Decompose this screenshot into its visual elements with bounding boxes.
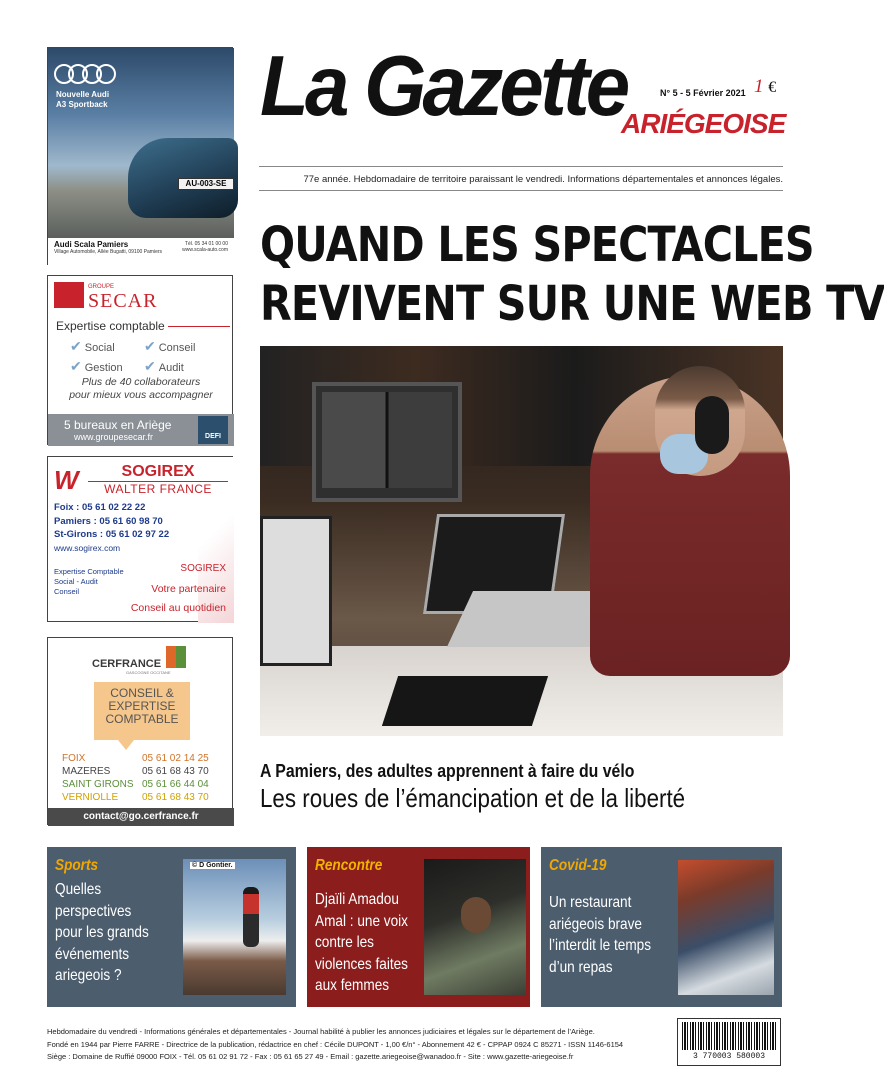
cerfrance-logo-icon	[166, 646, 186, 668]
sogirex-slogan-1: Votre partenaire	[151, 583, 226, 595]
secar-name: SECAR	[88, 290, 158, 312]
sogirex-url[interactable]: www.sogirex.com	[54, 543, 121, 553]
office-city: FOIX	[62, 753, 86, 764]
barcode-icon	[682, 1022, 776, 1050]
secar-group: GROUPE	[88, 284, 115, 290]
secar-logo-icon	[54, 282, 84, 308]
dealer-phone: Tél. 05 34 01 00 00	[184, 241, 228, 247]
laptop-left	[260, 516, 332, 666]
cerfrance-name: CERFRANCE	[92, 658, 162, 670]
divider	[259, 190, 783, 191]
panel-line: Quelles	[55, 881, 102, 898]
secar-offices: 5 bureaux en Ariège	[64, 418, 172, 432]
bubble-line: CONSEIL &	[110, 686, 174, 700]
secar-claim	[48, 376, 234, 402]
secar-tagline: Expertise comptable	[56, 319, 165, 333]
panel-line: violences faites	[315, 955, 408, 973]
sports-photo	[183, 859, 286, 995]
panel-text	[315, 889, 408, 997]
panel-covid[interactable]	[541, 847, 782, 1007]
defi-badge: DEFI	[198, 416, 228, 444]
panel-category: Sports	[55, 857, 99, 874]
panel-line: ariegeois ?	[55, 967, 122, 984]
cerfrance-bubble	[94, 682, 190, 740]
runner-figure	[243, 887, 259, 947]
headline-line-2: REVIVENT SUR UNE WEB TV	[260, 276, 884, 332]
bubble-line: COMPTABLE	[105, 712, 179, 726]
footer-line: Hebdomadaire du vendredi - Informations générales et départementales - Journal habilité à publier les annonces judiciaires et légales sur le département de l’Ariège.	[47, 1027, 595, 1036]
panel-line: événements	[55, 945, 130, 963]
ad-audi[interactable]	[47, 47, 233, 265]
bubble-line: EXPERTISE	[108, 699, 176, 713]
service-label: Social	[84, 342, 115, 354]
bubble-tail	[118, 740, 134, 750]
main-photo	[260, 346, 783, 736]
audi-logo-icon	[54, 64, 110, 84]
panel-line: l’interdit le temps	[549, 937, 652, 954]
headline-line-1: QUAND LES SPECTACLES	[260, 217, 814, 273]
dealer-name: Audi Scala Pamiers	[54, 240, 129, 249]
cerfrance-region: GASCOGNE OCCITANE	[126, 670, 171, 675]
dealer-contact	[168, 241, 228, 253]
expertise-item: Conseil	[54, 587, 80, 596]
portrait-face	[461, 897, 491, 933]
panel-line: Djaïli Amadou	[315, 891, 399, 908]
footer-line: Siège : Domaine de Ruffié 09000 FOIX - Tél. 05 61 02 91 72 - Fax : 05 61 65 27 49 - Email : gazette.ariegeoise@wanadoo.fr - Site : www.gazette-ariegeoise.fr	[47, 1052, 574, 1061]
office-row	[62, 792, 222, 803]
barcode-number: 3 770003 580003	[692, 1052, 765, 1061]
panel-category: Covid-19	[549, 857, 607, 874]
check-icon: ✔	[144, 338, 156, 354]
panel-rencontre[interactable]	[307, 847, 530, 1007]
model-line-2: A3 Sportback	[56, 100, 108, 109]
newspaper-title: La Gazette	[260, 39, 627, 134]
claim-line-2: pour mieux vous accompagner	[69, 389, 213, 401]
cerfrance-contact[interactable]: contact@go.cerfrance.fr	[48, 808, 234, 826]
service-item	[144, 358, 184, 375]
office-city: VERNIOLLE	[62, 792, 119, 803]
divider	[259, 166, 783, 167]
check-icon: ✔	[70, 338, 82, 354]
lead-kicker[interactable]: A Pamiers, des adultes apprennent à faire du vélo	[260, 761, 635, 781]
expertise-item: Social - Audit	[54, 577, 98, 586]
phone-foix: Foix : 05 61 02 22 22	[54, 502, 146, 513]
dealer-url[interactable]: www.scala-auto.com	[182, 247, 228, 253]
phone-pamiers: Pamiers : 05 61 60 98 70	[54, 515, 163, 527]
service-item	[70, 358, 123, 375]
ad-model	[56, 90, 166, 110]
claim-line-1: Plus de 40 collaborateurs	[81, 376, 201, 388]
office-phone: 05 61 02 14 25	[142, 753, 209, 764]
panel-line: aux femmes	[315, 977, 390, 994]
sogirex-brand: SOGIREX	[180, 563, 226, 574]
tagline: 77e année. Hebdomadaire de territoire paraissant le vendredi. Informations départementales et annonces légales.	[303, 174, 783, 185]
panel-line: ariégeois brave	[549, 915, 642, 933]
dealer-address: Village Automobile, Allée Bugatti, 09100 Pamiers	[54, 249, 163, 255]
office-phone: 05 61 68 43 70	[142, 766, 209, 777]
panel-text	[55, 879, 149, 987]
ad-cerfrance[interactable]	[47, 637, 233, 825]
model-line-1: Nouvelle Audi	[56, 90, 110, 99]
newspaper-subtitle: ARIÉGEOISE	[621, 108, 786, 139]
license-plate: AU-003-SE	[178, 178, 234, 190]
ad-footer	[48, 238, 234, 266]
panel-line: pour les grands	[55, 924, 149, 941]
keyboard	[382, 676, 548, 726]
expertise-item: Expertise Comptable	[54, 567, 124, 576]
office-city: MAZERES	[62, 766, 111, 777]
secar-url[interactable]: www.groupesecar.fr	[74, 432, 154, 442]
panel-category: Rencontre	[315, 857, 383, 874]
main-headline[interactable]	[260, 216, 884, 334]
price-value: 1	[754, 76, 764, 97]
sogirex-name: SOGIREX	[121, 463, 195, 480]
panel-sports[interactable]	[47, 847, 296, 1007]
panel-line: perspectives	[55, 902, 132, 920]
sogirex-subname: WALTER FRANCE	[88, 481, 228, 496]
ad-secar[interactable]	[47, 275, 233, 445]
office-phone: 05 61 66 44 04	[142, 779, 209, 790]
service-label: Gestion	[84, 362, 123, 374]
sogirex-logo-icon: W	[54, 465, 79, 495]
check-icon: ✔	[70, 358, 82, 374]
panel-line: Un restaurant	[549, 894, 632, 911]
sogirex-phones	[54, 501, 169, 542]
footer	[47, 1026, 642, 1064]
panel-line: d’un repas	[549, 958, 613, 976]
photo-credit: © D Gontier.	[192, 862, 233, 869]
service-item	[144, 338, 195, 355]
sogirex-slogan-2: Conseil au quotidien	[130, 602, 226, 614]
price	[754, 76, 776, 98]
office-row	[62, 779, 222, 790]
monitor-screen	[322, 392, 452, 488]
headphones-icon	[695, 396, 729, 454]
lead-title[interactable]: Les roues de l’émancipation et de la liberté	[260, 783, 686, 813]
footer-line: Fondé en 1944 par Pierre FARRE - Directrice de la publication, rédactrice en chef : Cécile DUPONT - 1,00 €/n° - Abonnement 42 € - CPPAP 0924 C 85271 - ISSN 1146-6154	[47, 1039, 624, 1049]
ad-sogirex[interactable]	[47, 456, 233, 622]
service-label: Audit	[158, 362, 184, 374]
office-row	[62, 766, 222, 777]
phone-stgirons: St-Girons : 05 61 02 97 22	[54, 529, 170, 540]
covid-photo	[678, 860, 774, 995]
divider	[168, 326, 230, 327]
sogirex-expertise	[54, 567, 124, 597]
panel-line: contre les	[315, 934, 374, 951]
office-city: SAINT GIRONS	[62, 779, 134, 790]
issue-number: N° 5 - 5 Février 2021	[660, 88, 746, 98]
barcode	[677, 1018, 781, 1066]
office-row	[62, 753, 222, 764]
service-label: Conseil	[158, 342, 196, 354]
check-icon: ✔	[144, 358, 156, 374]
panel-line: Amal : une voix	[315, 912, 408, 930]
panel-text	[549, 892, 651, 978]
service-item	[70, 338, 115, 355]
office-phone: 05 61 68 43 70	[142, 792, 209, 803]
price-currency: €	[768, 79, 777, 96]
